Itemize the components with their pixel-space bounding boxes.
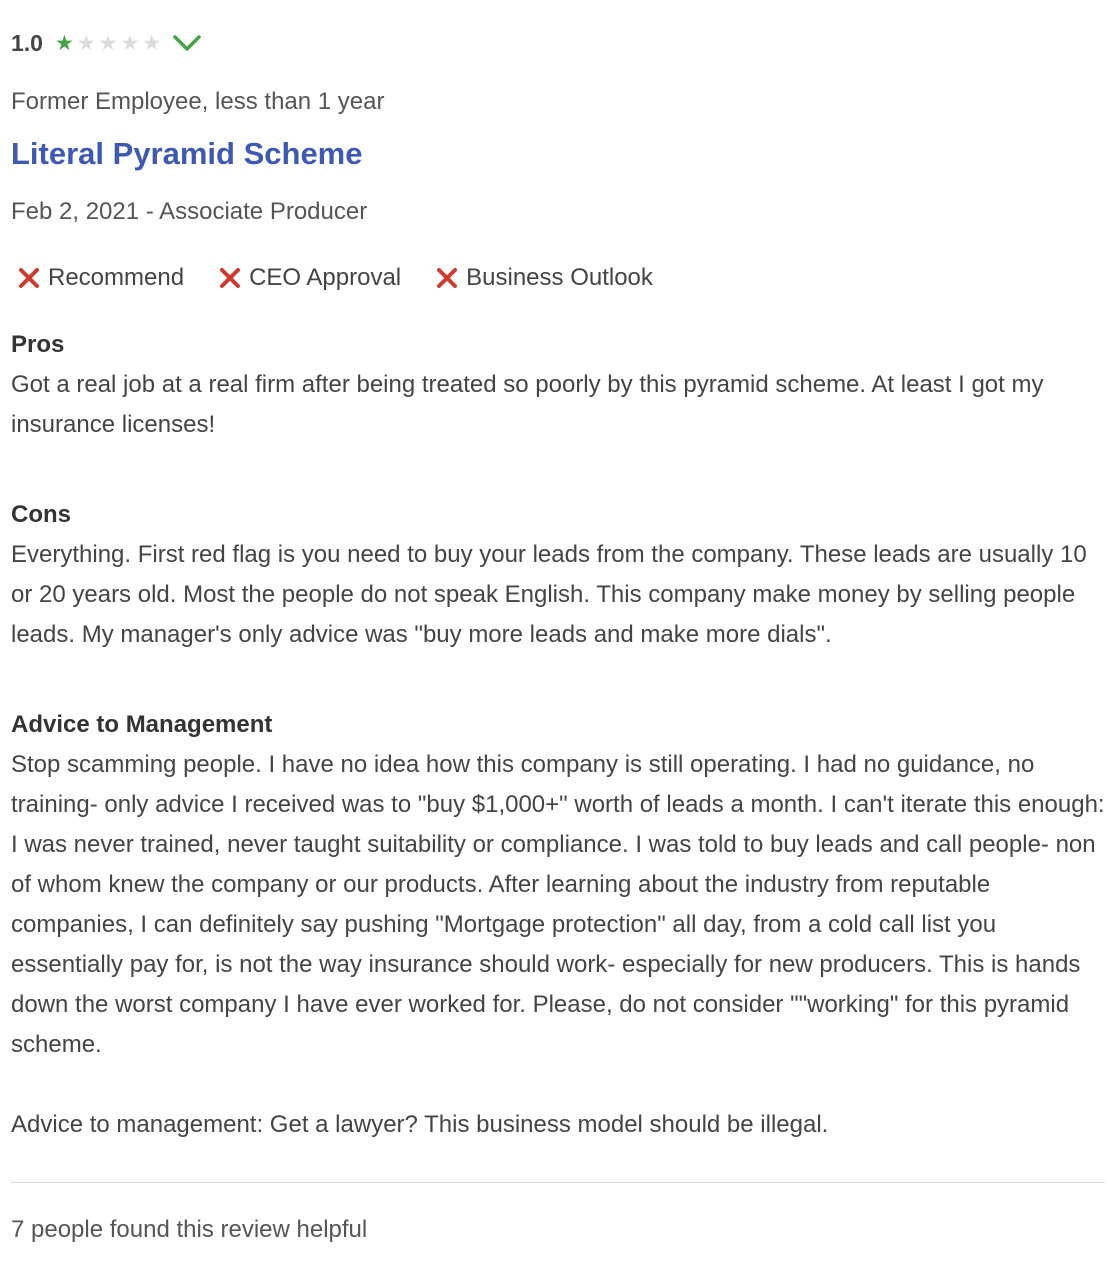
flag-label: Business Outlook xyxy=(466,264,653,291)
advice-section xyxy=(11,705,1105,1145)
advice-paragraph: Stop scamming people. I have no idea how this company is still operating. I had no guidance, no training- only advice I received was to "buy $1,000+" worth of leads a month. I can't iterate this enough: I was never trained, never taught suitability or compliance. I was told to buy leads and call people- non of whom knew the company or our products. After learning about the industry from reputable companies, I can definitely say pushing "Mortgage protection" all day, from a cold call list you essentially pay for, is not the way insurance should work- especially for new producers. This is hands down the worst company I have ever worked for. Please, do not consider ""working" for this pyramid scheme. xyxy=(11,751,1105,1058)
review-title-link[interactable]: Literal Pyramid Scheme xyxy=(11,136,363,171)
chevron-down-icon[interactable] xyxy=(172,31,202,55)
pros-heading: Pros xyxy=(11,331,65,358)
rating-value: 1.0 xyxy=(11,29,43,56)
divider xyxy=(11,1182,1105,1183)
x-icon xyxy=(17,266,41,290)
cons-heading: Cons xyxy=(11,501,71,528)
star-empty-icon: ★ xyxy=(120,31,140,55)
review-date-role: Feb 2, 2021 - Associate Producer xyxy=(11,198,368,225)
flag-business-outlook xyxy=(435,264,653,292)
flag-label: Recommend xyxy=(48,264,185,291)
star-empty-icon: ★ xyxy=(142,31,162,55)
star-empty-icon: ★ xyxy=(76,31,96,55)
star-empty-icon: ★ xyxy=(98,31,118,55)
flag-recommend xyxy=(17,264,184,292)
helpful-count: 7 people found this review helpful xyxy=(11,1216,368,1243)
pros-section xyxy=(11,325,1105,445)
advice-paragraph: Advice to management: Get a lawyer? This business model should be illegal. xyxy=(11,1111,829,1138)
employment-status: Former Employee, less than 1 year xyxy=(11,88,385,115)
cons-section xyxy=(11,495,1105,655)
star-filled-icon: ★ xyxy=(54,31,74,55)
review-flags xyxy=(17,264,687,292)
pros-text: Got a real job at a real firm after being treated so poorly by this pyramid scheme. At least I got my insurance licenses! xyxy=(11,371,1044,438)
x-icon xyxy=(218,266,242,290)
flag-label: CEO Approval xyxy=(249,264,402,291)
flag-ceo-approval xyxy=(218,264,401,292)
rating-row xyxy=(11,28,202,58)
advice-heading: Advice to Management xyxy=(11,711,273,738)
cons-text: Everything. First red flag is you need to buy your leads from the company. These leads are usually 10 or 20 years old. Most the people do not speak English. This company make money by selling people leads. My manager's only advice was "buy more leads and make more dials". xyxy=(11,541,1087,648)
advice-text xyxy=(11,745,1105,1145)
star-rating xyxy=(55,33,164,54)
x-icon xyxy=(435,266,459,290)
